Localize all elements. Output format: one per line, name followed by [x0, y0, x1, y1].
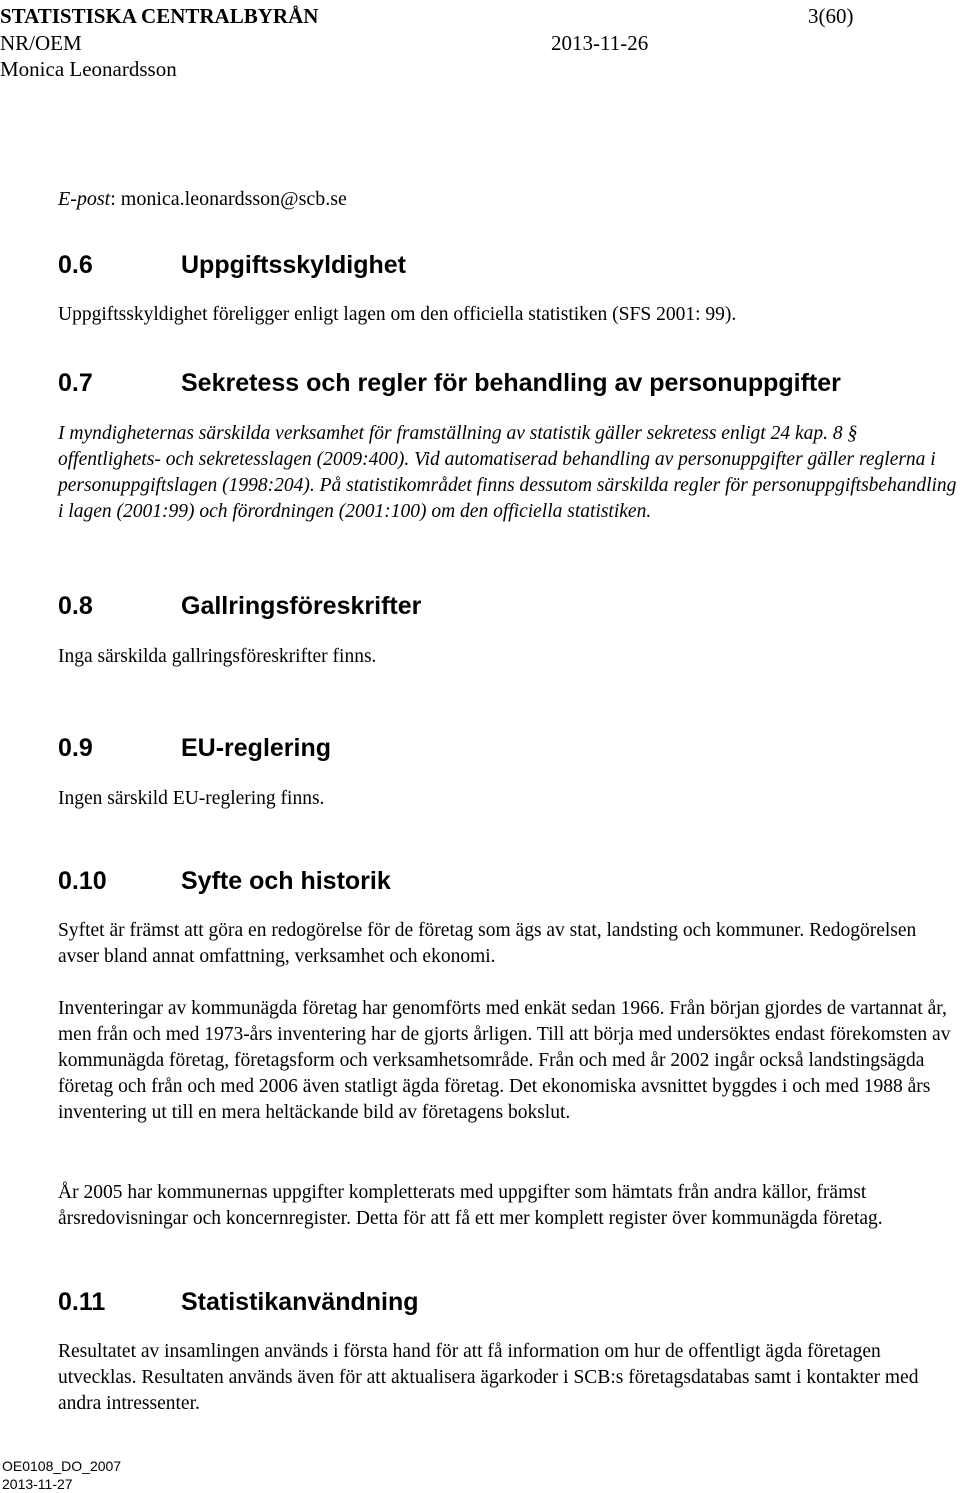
section-paragraph: Inga särskilda gallringsföreskrifter finns.	[58, 646, 377, 667]
footer-date: 2013-11-27	[2, 1476, 73, 1492]
section-number: 0.8	[58, 592, 93, 620]
email-separator: :	[110, 188, 116, 210]
email-address[interactable]: monica.leonardsson@scb.se	[120, 188, 347, 210]
section-paragraph: Syftet är främst att göra en redogörelse för de företag som ägs av stat, landsting och kommuner. Redogörelsen avser bland annat omfattning, verksamhet och ekonomi.	[58, 920, 917, 967]
section-title: Gallringsföreskrifter	[181, 592, 422, 620]
section-number: 0.9	[58, 734, 93, 762]
section-heading-0-8	[58, 592, 421, 620]
section-title: Sekretess och regler för behandling av personuppgifter	[181, 369, 841, 397]
department-code: NR/OEM	[0, 31, 82, 55]
footer-document-code: OE0108_DO_2007	[2, 1458, 122, 1474]
section-title: Uppgiftsskyldighet	[181, 251, 407, 279]
section-heading-0-9	[58, 734, 331, 762]
section-title: Syfte och historik	[181, 867, 391, 895]
section-number: 0.6	[58, 251, 93, 279]
section-title: EU-reglering	[181, 734, 332, 762]
section-paragraph: Ingen särskild EU-reglering finns.	[58, 788, 325, 809]
section-number: 0.7	[58, 369, 93, 397]
section-paragraph: I myndigheternas särskilda verksamhet för framställning av statistik gäller sekretess enligt 24 kap. 8 § offentlighets- och sekretesslagen (2009:400). Vid automatiserad behandling av personuppgifter gäller reglerna i personuppgiftslagen (1998:204). På statistikområdet finns dessutom särskilda regler för personuppgiftsbehandling i lagen (2001:99) och förordningen (2001:100) om den officiella statistiken.	[58, 423, 957, 522]
section-heading-0-10	[58, 867, 391, 895]
section-number: 0.10	[58, 867, 107, 895]
section-paragraph: Resultatet av insamlingen används i första hand för att få information om hur de offentligt ägda företagen utvecklas. Resultaten används även för att aktualisera ägarkoder i SCB:s företagsdatabas samt i kontakter med andra intressenter.	[58, 1341, 919, 1414]
section-paragraph: År 2005 har kommunernas uppgifter kompletterats med uppgifter som hämtats från andra källor, främst årsredovisningar och koncernregister. Detta för att få ett mer komplett register över kommunägda företag.	[58, 1182, 883, 1229]
section-heading-0-7	[58, 369, 841, 397]
organization-name: STATISTISKA CENTRALBYRÅN	[0, 4, 319, 28]
email-line	[58, 188, 347, 211]
section-paragraph: Uppgiftsskyldighet föreligger enligt lagen om den officiella statistiken (SFS 2001: 99).	[58, 304, 737, 325]
section-number: 0.11	[58, 1288, 106, 1316]
author-name: Monica Leonardsson	[0, 57, 177, 81]
section-title: Statistikanvändning	[181, 1288, 419, 1316]
section-heading-0-6	[58, 251, 406, 279]
page-number: 3(60)	[808, 4, 854, 28]
section-heading-0-11	[58, 1288, 419, 1316]
section-paragraph: Inventeringar av kommunägda företag har genomförts med enkät sedan 1966. Från början gjordes de vartannat år, men från och med 1973-års inventering har de gjorts årligen. Till att börja med undersöktes endast förekomsten av kommunägda företag, företagsform och verksamhetsområde. Från och med år 2002 ingår också landstingsägda företag och från och med 2006 även statligt ägda företag. Det ekonomiska avsnittet byggdes i och med 1988 års inventering ut till en mera heltäckande bild av företagens bokslut.	[58, 998, 951, 1123]
document-date: 2013-11-26	[551, 31, 649, 55]
email-label: E-post	[58, 188, 111, 210]
